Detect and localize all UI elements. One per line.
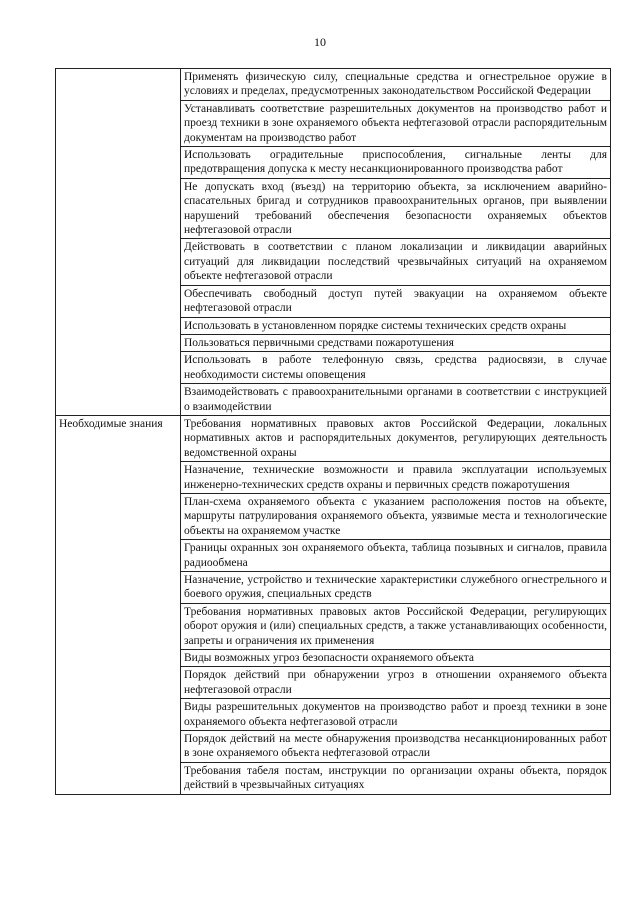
item-text: Пользоваться первичными средствами пожаротушения <box>184 336 454 349</box>
table-cell-item <box>181 493 611 539</box>
table-cell-item <box>181 603 611 649</box>
requirements-table <box>55 68 611 795</box>
item-text: Взаимодействовать с правоохранительными органами в соответствии с инструкцией о взаимодействии <box>184 386 607 413</box>
section-label: Необходимые знания <box>56 415 181 794</box>
item-text: Порядок действий при обнаружении угроз в отношении охраняемого объекта нефтегазовой отрасли <box>184 669 607 696</box>
item-text: Назначение, устройство и технические характеристики служебного огнестрельного и боевого оружия, специальных средств <box>184 574 607 601</box>
table-cell-item <box>181 650 611 667</box>
item-text: Назначение, технические возможности и правила эксплуатации используемых инженерно-технических средств охраны и первичных средств пожаротушения <box>184 464 607 491</box>
page-number: 10 <box>314 35 326 49</box>
table-row <box>56 69 611 101</box>
table-cell-item <box>181 178 611 239</box>
item-text: Виды разрешительных документов на производство работ и проезд техники в зоне охраняемого объекта нефтегазовой отрасли <box>184 701 607 728</box>
table-cell-item <box>181 317 611 334</box>
table-cell-item <box>181 540 611 572</box>
table-cell-item <box>181 384 611 416</box>
requirements-table-body <box>56 69 611 795</box>
table-cell-item <box>181 147 611 179</box>
table-cell-item <box>181 731 611 763</box>
table-cell-item <box>181 285 611 317</box>
item-text: План-схема охраняемого объекта с указанием расположения постов на объекте, маршруты патрулирования охраняемого объекта, уязвимые места и технологические объекты на охраняемом участке <box>184 495 607 537</box>
item-text: Применять физическую силу, специальные средства и огнестрельное оружие в условиях и пределах, предусмотренных законодательством Российской Федерации <box>184 71 607 98</box>
table-cell-item <box>181 334 611 351</box>
item-text: Использовать в работе телефонную связь, средства радиосвязи, в случае необходимости системы оповещения <box>184 354 607 381</box>
table-cell-item <box>181 462 611 494</box>
table-cell-item <box>181 572 611 604</box>
item-text: Требования табеля постам, инструкции по организации охраны объекта, порядок действий в чрезвычайных ситуациях <box>184 764 607 792</box>
item-text: Использовать в установленном порядке системы технических средств охраны <box>184 319 567 332</box>
table-cell-item <box>181 699 611 731</box>
table-cell-item <box>181 239 611 285</box>
item-text: Использовать оградительные приспособления, сигнальные ленты для предотвращения допуска к месту несанкционированного производства работ <box>184 149 607 176</box>
item-text: Действовать в соответствии с планом локализации и ликвидации аварийных ситуаций для ликвидации последствий чрезвычайных ситуаций на охраняемом объекте нефтегазовой отрасли <box>184 241 607 283</box>
item-text: Не допускать вход (въезд) на территорию объекта, за исключением аварийно-спасательных бригад и сотрудников правоохранительных органов, при выявлении нарушений требований обеспечения безопасности охраняемых объектов нефтегазовой отрасли <box>184 180 607 237</box>
item-text: Границы охранных зон охраняемого объекта, таблица позывных и сигналов, правила радиообмена <box>184 542 607 569</box>
item-text: Обеспечивать свободный доступ путей эвакуации на охраняемом объекте нефтегазовой отрасли <box>184 287 607 315</box>
item-text: Устанавливать соответствие разрешительных документов на производство работ и проезд техники в зоне охраняемого объекта нефтегазовой отрасли распорядительным документам на производство работ <box>184 102 607 144</box>
section-label <box>56 69 181 416</box>
item-text: Порядок действий на месте обнаружения производства несанкционированных работ в зоне охраняемого объекта нефтегазовой отрасли <box>184 733 607 760</box>
table-cell-item <box>181 69 611 101</box>
table-cell-item <box>181 667 611 699</box>
table-cell-item <box>181 762 611 794</box>
table-cell-item <box>181 100 611 146</box>
table-row <box>56 415 611 461</box>
item-text: Требования нормативных правовых актов Российской Федерации, регулирующих оборот оружия и (или) специальных средств, а также устанавливающих особенности, запреты и ограничения их применения <box>184 605 607 647</box>
table-cell-item <box>181 415 611 461</box>
table-cell-item <box>181 352 611 384</box>
item-text: Требования нормативных правовых актов Российской Федерации, локальных нормативных актов и распорядительных документов, регулирующих деятельность ведомственной охраны <box>184 417 607 459</box>
item-text: Виды возможных угроз безопасности охраняемого объекта <box>184 652 474 665</box>
